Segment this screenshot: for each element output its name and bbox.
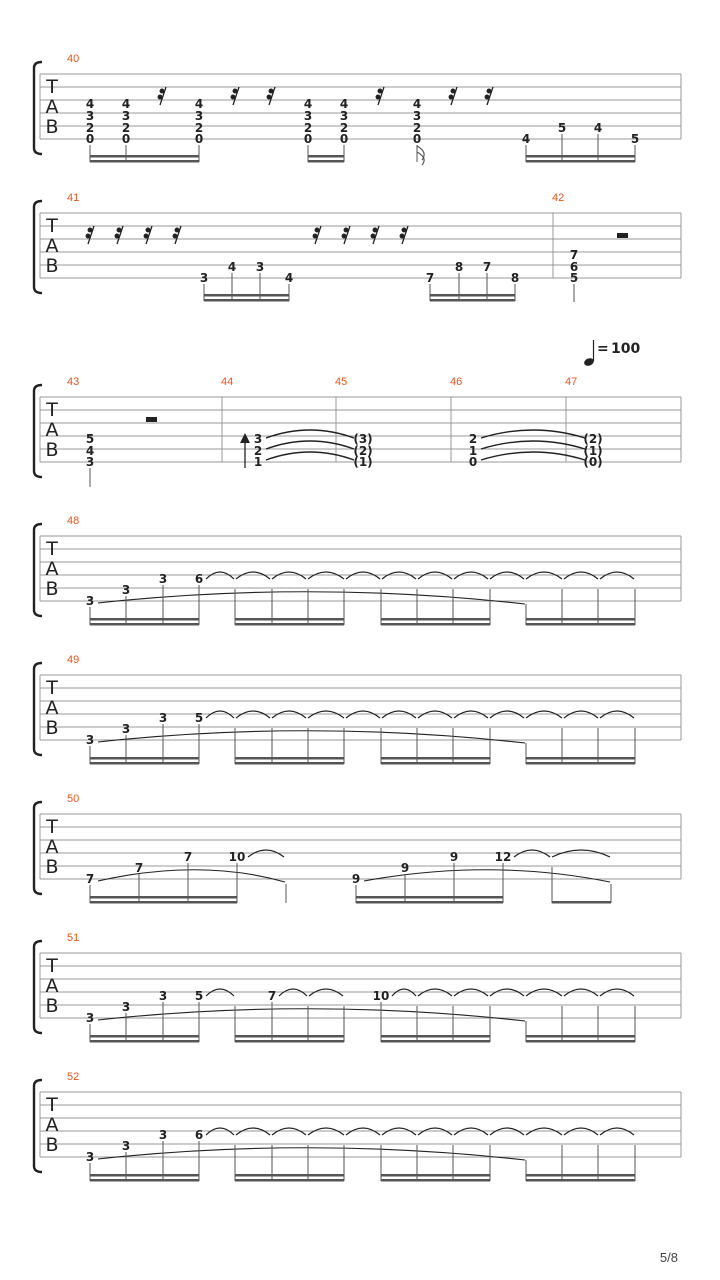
tab-clef-t: T [46, 816, 58, 838]
measure-number: 52 [67, 1071, 80, 1083]
tab-clef-t: T [46, 1094, 58, 1116]
fret-number: 3 [158, 1128, 168, 1142]
flag-icon [417, 146, 424, 165]
tab-clef-a: A [45, 419, 59, 441]
measure-number: 49 [67, 654, 80, 666]
fret-number: 3 [412, 109, 422, 123]
tab-clef-t: T [46, 538, 58, 560]
half-rest-icon [146, 417, 157, 422]
fret-number: 8 [454, 260, 464, 274]
measure-number: 47 [565, 376, 578, 388]
tab-clef-a: A [45, 235, 59, 257]
fret-number: 0 [303, 132, 313, 146]
fret-number: 7 [569, 248, 579, 262]
tab-clef-b: B [45, 1134, 59, 1156]
fret-number: 3 [158, 989, 168, 1003]
staff-lines [40, 953, 681, 1018]
chord [570, 248, 578, 285]
chord [340, 97, 348, 146]
fret-number: (2) [353, 444, 373, 458]
fret-number: 0 [85, 132, 95, 146]
fret-number: 3 [339, 109, 349, 123]
fret-number: (2) [583, 432, 603, 446]
fret-number: 3 [121, 722, 131, 736]
fret-number: 12 [494, 850, 512, 864]
let-ring-slur [98, 1148, 525, 1160]
staff-lines [40, 74, 681, 139]
fret-number: 9 [351, 872, 361, 886]
fret-number: (1) [353, 455, 373, 469]
measure-number: 43 [67, 376, 80, 388]
chord [583, 432, 602, 469]
fret-number: 5 [194, 711, 204, 725]
fret-number: 6 [194, 572, 204, 586]
measure-number: 44 [221, 376, 234, 388]
system-measure-48 [34, 515, 681, 626]
beam-group [90, 155, 635, 163]
fret-number: 5 [557, 121, 567, 135]
tab-clef-a: A [45, 1114, 59, 1136]
fret-number: 3 [158, 572, 168, 586]
half-rest-icon [617, 233, 628, 238]
measure-number: 45 [335, 376, 348, 388]
measure-number: 46 [450, 376, 463, 388]
fret-number: 0 [339, 132, 349, 146]
system-measure-49 [34, 654, 681, 765]
tempo-equals: = [597, 341, 609, 357]
fret-number: 2 [85, 121, 95, 135]
tempo-value: 100 [611, 341, 641, 357]
fret-number: 4 [303, 97, 313, 111]
fret-number: 1 [253, 455, 263, 469]
fret-number: 3 [85, 733, 95, 747]
fret-number: 8 [510, 271, 520, 285]
fret-number: 9 [449, 850, 459, 864]
measure-number: 48 [67, 515, 80, 527]
system-brace [34, 1080, 42, 1172]
fret-number: 10 [228, 850, 246, 864]
fret-number: 4 [284, 271, 294, 285]
system-brace [34, 941, 42, 1033]
fret-number: (1) [583, 444, 603, 458]
staff-lines [40, 1092, 681, 1157]
system-brace [34, 663, 42, 755]
measure-number: 41 [67, 192, 80, 204]
fret-number: 2 [253, 444, 263, 458]
fret-number: 6 [569, 260, 579, 274]
tab-clef-b: B [45, 439, 59, 461]
tab-clef-a: A [45, 836, 59, 858]
fret-number: 5 [85, 432, 95, 446]
chord [86, 97, 94, 146]
fret-number: 3 [303, 109, 313, 123]
system-measure-40 [34, 53, 681, 165]
fret-number: 7 [183, 850, 193, 864]
system-measure-51 [34, 932, 681, 1043]
system-measure-52 [34, 1071, 681, 1182]
fret-number: 2 [339, 121, 349, 135]
fret-number: 3 [199, 271, 209, 285]
fret-number: 3 [158, 711, 168, 725]
measure-number: 40 [67, 53, 80, 65]
beam-group [204, 294, 515, 302]
fret-number: (3) [353, 432, 373, 446]
fret-number: 3 [121, 1139, 131, 1153]
fret-number: 4 [85, 97, 95, 111]
tab-clef-t: T [46, 955, 58, 977]
strum-up-arrow-icon [240, 433, 250, 468]
rest-sixteenth-icon [86, 226, 408, 244]
system-brace [34, 802, 42, 894]
tab-clef-a: A [45, 697, 59, 719]
system-measures-41-42 [34, 192, 681, 302]
system-brace [34, 524, 42, 616]
fret-number: 0 [468, 455, 478, 469]
let-ring-slur [98, 870, 285, 882]
fret-number: 3 [194, 109, 204, 123]
tab-clef-b: B [45, 995, 59, 1017]
fret-number: 6 [194, 1128, 204, 1142]
tab-clef-t: T [46, 677, 58, 699]
chord [304, 97, 312, 146]
fret-number: 4 [194, 97, 204, 111]
fret-number: 5 [194, 989, 204, 1003]
chord [469, 432, 477, 469]
fret-number: 4 [85, 444, 95, 458]
fret-number: 7 [134, 861, 144, 875]
fret-number: (0) [583, 455, 603, 469]
system-measures-43-47 [34, 376, 681, 487]
fret-number: 4 [593, 121, 603, 135]
fret-number: 0 [412, 132, 422, 146]
fret-number: 9 [400, 861, 410, 875]
tie-icon [266, 430, 354, 460]
chord [195, 97, 203, 146]
fret-number: 2 [194, 121, 204, 135]
staff-lines [40, 213, 681, 278]
tab-clef-a: A [45, 558, 59, 580]
fret-number: 4 [339, 97, 349, 111]
tab-clef-b: B [45, 717, 59, 739]
tab-clef-a: A [45, 96, 59, 118]
system-brace [34, 385, 42, 477]
beam-group [90, 757, 635, 765]
tab-clef-a: A [45, 975, 59, 997]
system-brace [34, 62, 42, 154]
fret-number: 10 [372, 989, 390, 1003]
fret-number: 0 [121, 132, 131, 146]
chord [122, 97, 130, 146]
fret-number: 2 [303, 121, 313, 135]
fret-number: 2 [121, 121, 131, 135]
tab-clef-b: B [45, 856, 59, 878]
chord [353, 432, 372, 469]
beam-group [90, 618, 635, 626]
page-number: 5/8 [659, 1250, 678, 1265]
let-ring-slur [98, 731, 525, 743]
fret-number: 7 [267, 989, 277, 1003]
beam-group [90, 896, 611, 904]
fret-number: 0 [194, 132, 204, 146]
tab-clef-b: B [45, 255, 59, 277]
tie-icon [481, 430, 585, 460]
fret-number: 3 [85, 1150, 95, 1164]
fret-number: 7 [425, 271, 435, 285]
fret-number: 3 [85, 455, 95, 469]
measure-number: 42 [552, 192, 565, 204]
fret-number: 3 [255, 260, 265, 274]
system-measure-50 [34, 793, 681, 904]
tab-clef-t: T [46, 76, 58, 98]
fret-number: 3 [85, 1011, 95, 1025]
fret-number: 4 [227, 260, 237, 274]
tempo-marking [583, 340, 640, 367]
fret-number: 7 [85, 872, 95, 886]
fret-number: 4 [412, 97, 422, 111]
tab-clef-b: B [45, 116, 59, 138]
rest-sixteenth-icon [158, 87, 493, 105]
fret-number: 7 [482, 260, 492, 274]
measure-number: 51 [67, 932, 80, 944]
fret-number: 4 [121, 97, 131, 111]
fret-number: 3 [253, 432, 263, 446]
system-brace [34, 201, 42, 293]
chord [254, 432, 262, 469]
staff-lines [40, 536, 681, 601]
fret-number: 1 [468, 444, 478, 458]
fret-number: 5 [630, 132, 640, 146]
let-ring-slur [98, 1009, 525, 1021]
fret-number: 3 [85, 109, 95, 123]
beam-group [90, 134, 635, 162]
fret-number: 3 [121, 109, 131, 123]
chord [86, 432, 94, 469]
fret-number: 3 [121, 583, 131, 597]
fret-number: 5 [569, 271, 579, 285]
tab-clef-t: T [46, 215, 58, 237]
measure-number: 50 [67, 793, 80, 805]
beam-group [90, 1035, 635, 1043]
let-ring-slur [98, 592, 525, 604]
tab-clef-t: T [46, 399, 58, 421]
tab-clef-b: B [45, 578, 59, 600]
beam-group [90, 1174, 635, 1182]
fret-number: 4 [521, 132, 531, 146]
fret-number: 3 [121, 1000, 131, 1014]
fret-number: 2 [412, 121, 422, 135]
fret-number: 3 [85, 594, 95, 608]
staff-lines [40, 675, 681, 740]
fret-number: 2 [468, 432, 478, 446]
chord [413, 97, 421, 146]
